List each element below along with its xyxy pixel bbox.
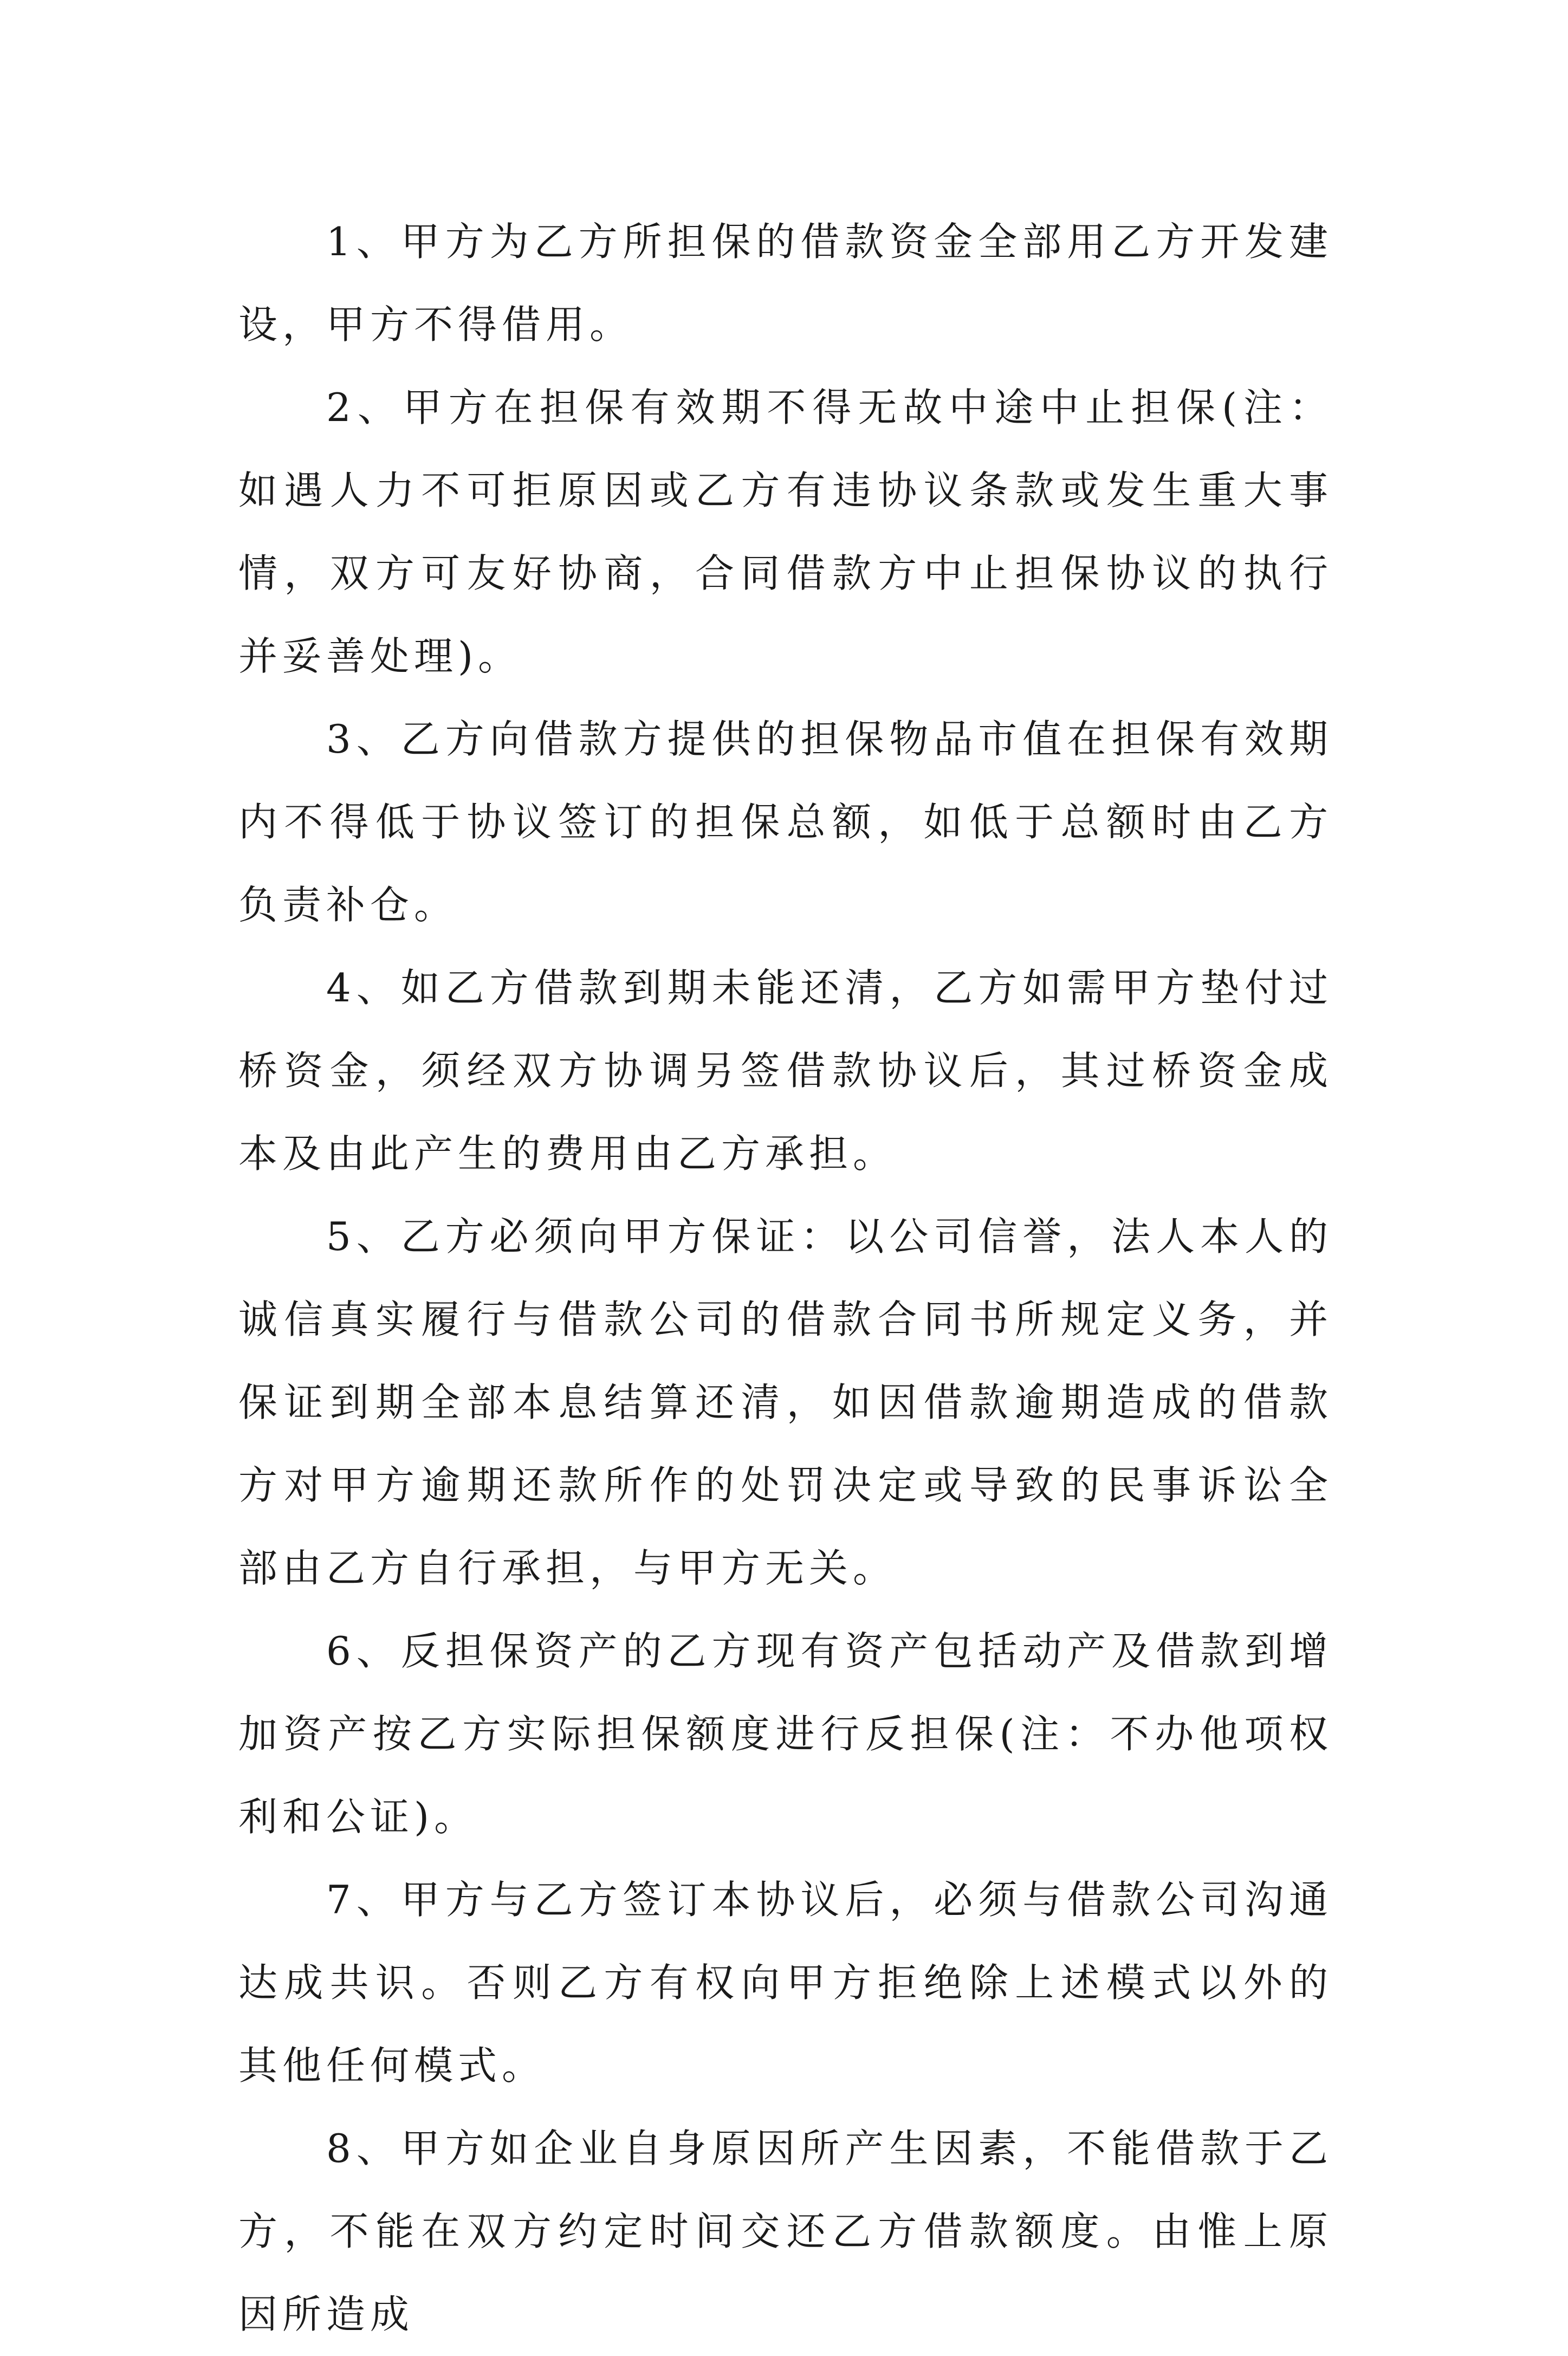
document-body [238, 200, 1333, 2356]
clause-8: 8、甲方如企业自身原因所产生因素，不能借款于乙方，不能在双方约定时间交还乙方借款额度。由惟上原因所造成 [238, 2126, 1333, 2337]
clause-2: 2、甲方在担保有效期不得无故中途中止担保(注：如遇人力不可拒原因或乙方有违协议条款或发生重大事情，双方可友好协商，合同借款方中止担保协议的执行并妥善处理)。 [238, 385, 1333, 679]
clause-3: 3、乙方向借款方提供的担保物品市值在担保有效期内不得低于协议签订的担保总额，如低于总额时由乙方负责补仓。 [238, 716, 1333, 928]
clause-7: 7、甲方与乙方签订本协议后，必须与借款公司沟通达成共识。否则乙方有权向甲方拒绝除上述模式以外的其他任何模式。 [238, 1877, 1333, 2088]
clause-1: 1、甲方为乙方所担保的借款资金全部用乙方开发建设，甲方不得借用。 [238, 219, 1333, 347]
clause-4: 4、如乙方借款到期未能还清，乙方如需甲方垫付过桥资金，须经双方协调另签借款协议后，其过桥资金成本及由此产生的费用由乙方承担。 [238, 965, 1333, 1176]
clause-5: 5、乙方必须向甲方保证：以公司信誉，法人本人的诚信真实履行与借款公司的借款合同书所规定义务，并保证到期全部本息结算还清，如因借款逾期造成的借款方对甲方逾期还款所作的处罚决定或导致的民事诉讼全部由乙方自行承担，与甲方无关。 [238, 1214, 1333, 1591]
clause-6: 6、反担保资产的乙方现有资产包括动产及借款到增加资产按乙方实际担保额度进行反担保(注：不办他项权利和公证)。 [238, 1628, 1333, 1840]
